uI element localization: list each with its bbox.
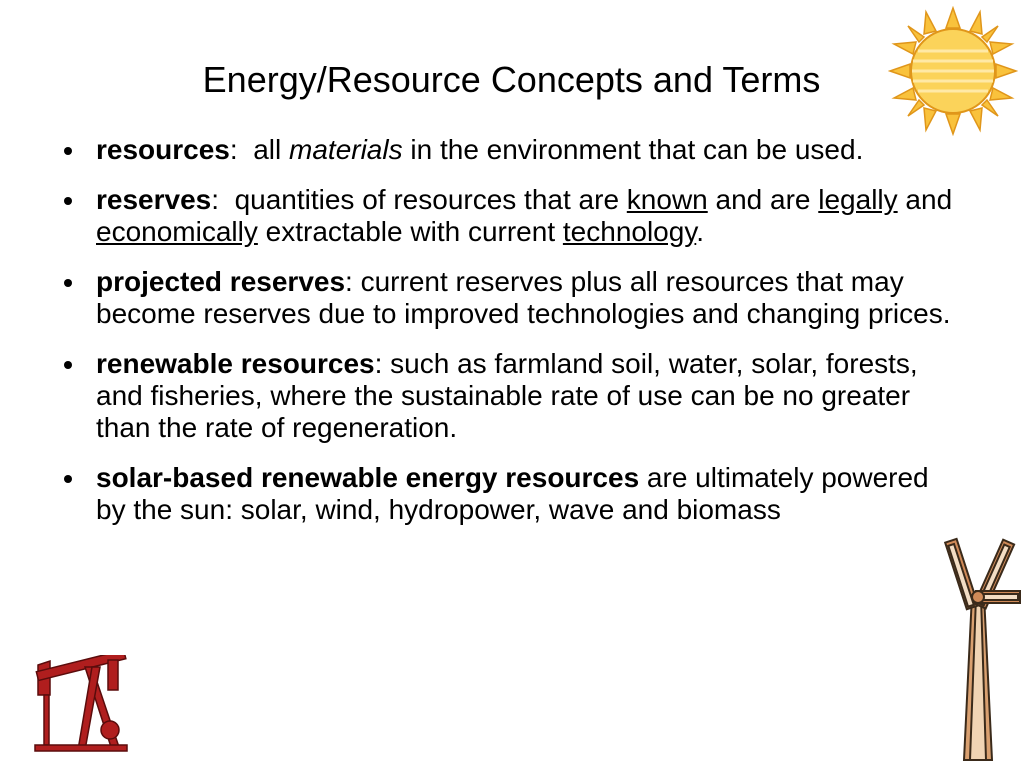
bullet-item-reserves bbox=[60, 184, 960, 248]
sun-icon bbox=[888, 6, 1018, 136]
term-renewable-resources: renewable resources bbox=[96, 348, 375, 379]
windmill-icon bbox=[936, 535, 1021, 763]
definition-sep: : all bbox=[229, 134, 290, 165]
bullet-dot bbox=[64, 197, 72, 205]
definition-text: : such as farmland soil, water, solar, forests, and fisheries, where the sustainable rate of use can be no greater than the rate of regeneration. bbox=[96, 348, 918, 443]
bullet-dot bbox=[64, 279, 72, 287]
definition-text: : current reserves plus all resources that may become reserves due to improved technologies and changing prices. bbox=[96, 266, 951, 329]
underlined-technology: technology bbox=[562, 216, 697, 247]
slide-title-text: Energy/Resource Concepts and Terms bbox=[202, 59, 821, 100]
bullet-item-solar-based bbox=[60, 462, 960, 526]
definition-text: and are bbox=[707, 184, 819, 215]
term-resources: resources bbox=[96, 134, 230, 165]
term-projected-reserves: projected reserves bbox=[96, 266, 346, 297]
definition-text: in the environment that can be used. bbox=[402, 134, 864, 165]
underlined-legally: legally bbox=[818, 184, 898, 215]
term-reserves: reserves bbox=[96, 184, 212, 215]
underlined-known: known bbox=[626, 184, 708, 215]
definition-text: and bbox=[897, 184, 953, 215]
definition-sep: : quantities of resources that are bbox=[211, 184, 627, 215]
bullet-item-resources bbox=[60, 134, 960, 166]
slide-title bbox=[0, 58, 1023, 102]
underlined-economically: economically bbox=[96, 216, 258, 247]
bullet-dot bbox=[64, 361, 72, 369]
bullet-dot bbox=[64, 475, 72, 483]
term-solar-based-renewable: solar-based renewable energy resources bbox=[96, 462, 640, 493]
definition-text: are ultimately powered by the sun: solar, wind, hydropower, wave and biomass bbox=[96, 462, 929, 525]
emphasis-materials: materials bbox=[289, 134, 403, 165]
bullet-item-renewable-resources bbox=[60, 348, 960, 444]
oil-pumpjack-icon bbox=[30, 655, 130, 755]
definition-text: . bbox=[696, 216, 705, 247]
bullet-dot bbox=[64, 147, 72, 155]
bullet-item-projected-reserves bbox=[60, 266, 960, 330]
bullet-list bbox=[60, 134, 960, 544]
definition-text: extractable with current bbox=[257, 216, 563, 247]
